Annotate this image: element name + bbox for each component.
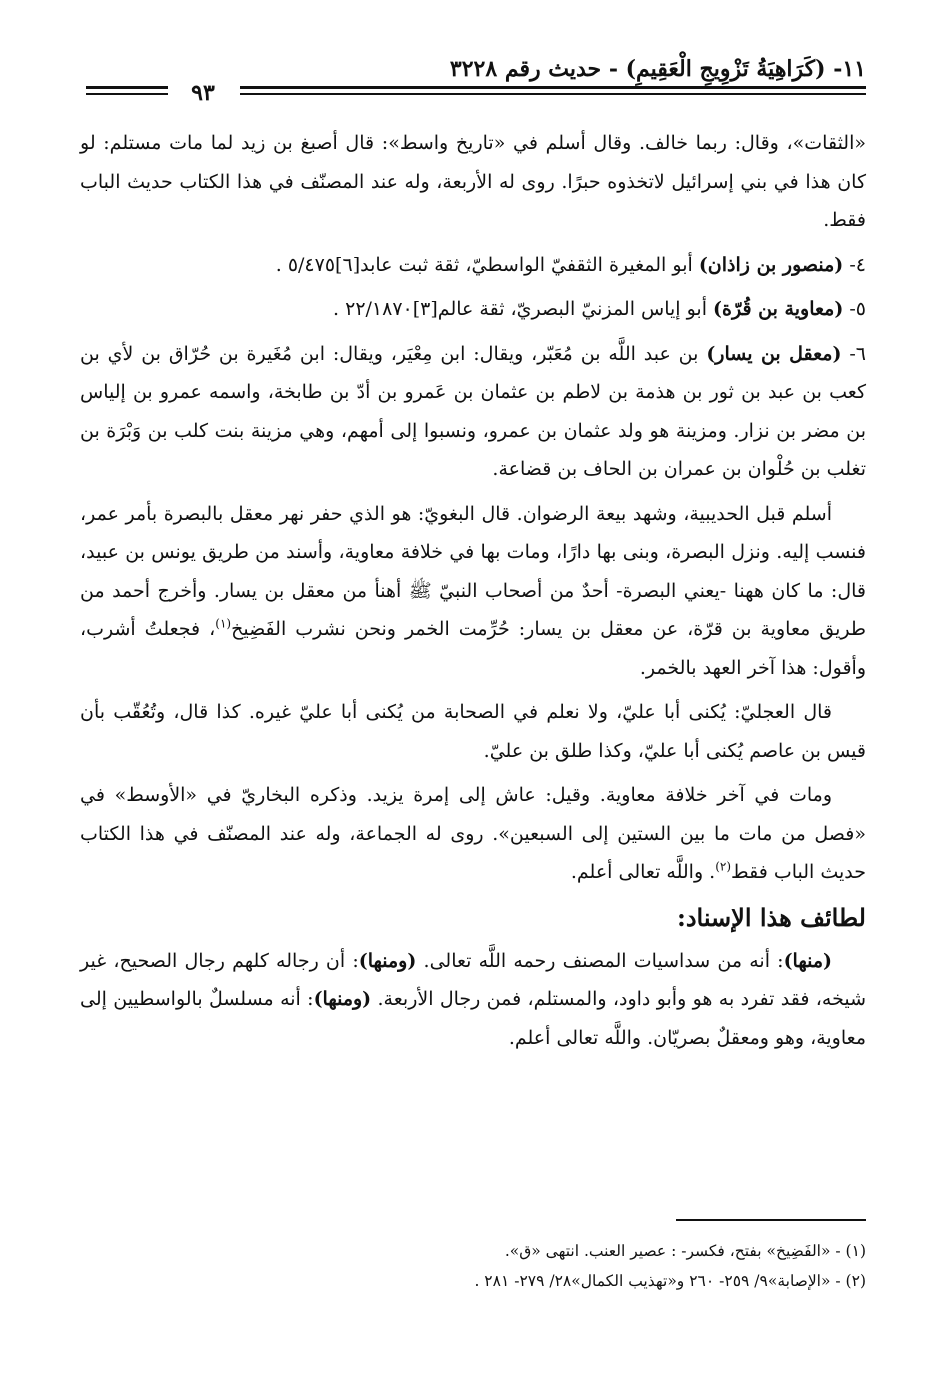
header-rule-left-bottom [86, 93, 168, 95]
point-lead: (ومنها) [313, 988, 372, 1010]
narrator-entry-4 [80, 246, 866, 285]
header-rule-top [240, 86, 866, 89]
point-lead: (ومنها) [358, 949, 417, 972]
point-text: : أن رجاله كلهم رجال الصحيح، غير شيخه، فقد تفرد به هو وأبو داود، والمستلم، فمن رجال الأربعة. [80, 949, 866, 1010]
narrator-entry-5 [80, 290, 866, 329]
paragraph-text-tail: ، فجعلتُ أشرب، وأقول: هذا آخر العهد بالخمر. [80, 618, 866, 679]
point-text: : أنه مسلسلٌ بالواسطيين إلى معاوية، وهو ومعقلٌ بصريّان. واللَّه تعالى أعلم. [80, 988, 866, 1049]
narrator-name: (معقل بن يسار) [706, 342, 842, 365]
narrator-entry-6 [80, 335, 866, 489]
narrator-details: أبو إياس المزنيّ البصريّ، ثقة عالم[٣]٢٢/١٨٧٠ . [333, 298, 714, 320]
footnote-divider [676, 1219, 866, 1221]
narrator-number: ٤- [843, 253, 866, 276]
page-number: ٩٣ [168, 80, 238, 106]
paragraph-islam [80, 495, 866, 688]
paragraph-ijli: قال العجليّ: يُكنى أبا عليّ، ولا نعلم في الصحابة من يُكنى أبا عليّ غيره. كذا قال، وتُعُقّب بأن قيس بن عاصم يُكنى أبا عليّ، وكذا طلق بن عليّ. [80, 701, 866, 762]
section-paragraph [80, 942, 866, 1058]
header-rule-left-top [86, 86, 168, 89]
point-lead: (منها) [783, 949, 832, 972]
paragraph-death [80, 776, 866, 892]
running-header-title: ١١- (كَرَاهِيَةُ تَزْوِيجِ الْعَقِيمِ) - حديث رقم ٣٢٢٨ [449, 56, 866, 82]
main-text [80, 124, 866, 1063]
narrator-number: ٦- [841, 342, 866, 365]
footnote-ref-2[interactable]: (٢) [715, 859, 732, 874]
narrator-details: أبو المغيرة الثقفيّ الواسطيّ، ثقة ثبت عابد[٦]٥/٤٧٥ . [275, 253, 699, 276]
paragraph-text-tail: . واللَّه تعالى أعلم. [570, 861, 716, 883]
paragraph-text: ومات في آخر خلافة معاوية. وقيل: عاش إلى إمرة يزيد. وذكره البخاريّ في «الأوسط» في «فصل من مات ما بين الستين إلى السبعين». روى له الجماعة، وله عند المصنّف في هذا الكتاب حديث الباب فقط [80, 784, 866, 883]
footnote-ref-1[interactable]: (١) [215, 616, 232, 631]
section-heading: لطائف هذا الإسناد: [676, 902, 866, 932]
footnote-2: (٢) - «الإصابة»٩/ ٢٥٩- ٢٦٠ و«تهذيب الكمال»٢٨/ ٢٧٩- ٢٨١ . [474, 1272, 866, 1290]
paragraph-text: أسلم قبل الحديبية، وشهد بيعة الرضوان. قال البغويّ: هو الذي حفر نهر معقل بالبصرة بأمر عمر، فنسب إليه. ونزل البصرة، وبنى بها دارًا، ومات بها في خلافة معاوية، وأسند من طريق يونس بن عبيد، قال: ما كان ههنا -يعني البصرة- أحدٌ من أصحاب النبيّ ﷺ أهنأ من معقل بن يسار. وأخرج أحمد من طريق معاوية بن قرّة، عن معقل بن يسار: حُرِّمت الخمر ونحن نشرب الفَضِيخ [80, 502, 867, 640]
footnotes [80, 1236, 866, 1296]
narrator-number: ٥- [843, 298, 866, 320]
narrator-name: (منصور بن زاذان) [698, 253, 844, 276]
narrator-details: بن عبد اللَّه بن مُعَبّر، ويقال: ابن مِعْيَر، ويقال: ابن مُغَيرة بن حُرّاق بن لأي بن كعب بن عبد بن ثور بن هذمة بن لاطم بن عثمان بن عَمرو بن أدّ بن طابخة، واسمه عمرو بن إلياس بن مضر بن نزار. ومزينة هو ولد عثمان بن عمرو، ونسبوا إلى أمهم، وهي مزينة بنت كلب بن وَبْرَة بن تغلب بن حُلْوان بن عمران بن الحاف بن قضاعة. [80, 342, 866, 480]
narrator-name: (معاوية بن قُرّة) [713, 298, 844, 320]
paragraph-thiqat: «الثقات»، وقال: ربما خالف. وقال أسلم في «تاريخ واسط»: قال أصبغ بن زيد لما مات مستلم: لو كان هذا في بني إسرائيل لاتخذوه حبرًا. روى له الأربعة، وله عند المصنّف في هذا الكتاب حديث الباب فقط. [80, 132, 866, 231]
footnote-1: (١) - «الفَضِيخ» بفتح، فكسر- : عصير العنب. انتهى «ق». [504, 1242, 866, 1260]
point-text: : أنه من سداسيات المصنف رحمه اللَّه تعالى. [416, 949, 784, 972]
header-rule-bottom [240, 93, 866, 95]
